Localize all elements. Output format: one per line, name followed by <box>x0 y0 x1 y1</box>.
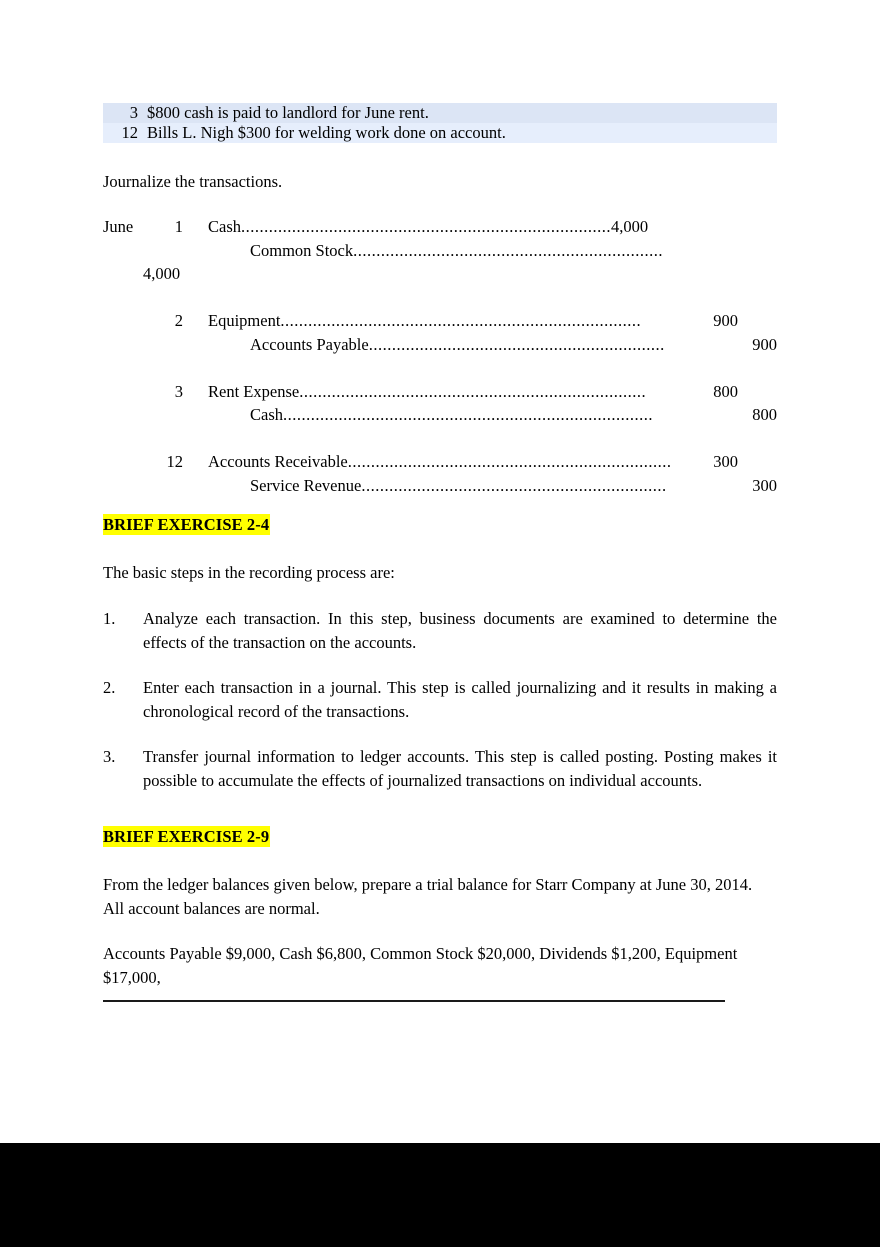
journal-entries <box>103 215 777 497</box>
transaction-description: Bills L. Nigh $300 for welding work done on account. <box>147 123 506 142</box>
transaction-description: $800 cash is paid to landlord for June rent. <box>147 103 429 122</box>
credit-account-name: Service Revenue <box>250 475 362 495</box>
transaction-row <box>103 123 777 143</box>
journal-debit-amount: 900 <box>713 311 738 330</box>
dot-leader: ...................................................................... <box>347 452 672 471</box>
journal-debit-account <box>208 215 648 239</box>
journal-entry-credit-line <box>103 333 777 357</box>
debit-account-name: Equipment <box>208 311 281 330</box>
list-item-text: Transfer journal information to ledger accounts. This step is called posting. Posting makes it possible to accumulate the effects of journalized transactions on individual accounts. <box>143 747 777 790</box>
dot-leader: .............................................................................. <box>280 311 642 330</box>
transaction-day: 3 <box>129 103 138 122</box>
dot-leader: ................................................................................ <box>283 405 653 424</box>
journal-debit-amount: 300 <box>713 452 738 471</box>
journal-entry-credit-line <box>103 403 777 427</box>
list-item-text: Analyze each transaction. In this step, business documents are examined to determine the effects of the transaction on the accounts. <box>143 609 777 652</box>
list-item-marker: 2. <box>103 678 116 697</box>
list-item <box>103 676 777 723</box>
bottom-black-band <box>0 1143 880 1247</box>
debit-account-name: Cash <box>208 217 241 236</box>
journal-entry-debit-line <box>103 450 777 474</box>
list-item-marker: 1. <box>103 609 116 628</box>
journal-credit-account <box>250 239 663 263</box>
exercise-heading-2-4 <box>103 514 270 535</box>
list-item <box>103 607 777 654</box>
journal-day: 3 <box>174 381 183 401</box>
exercise-heading-2-4-label: BRIEF EXERCISE 2-4 <box>103 515 270 534</box>
horizontal-divider <box>103 1000 725 1002</box>
journal-day: 2 <box>174 311 183 330</box>
journal-credit-amount: 900 <box>752 334 777 354</box>
journal-credit-amount: 4,000 <box>143 264 181 283</box>
list-item <box>103 745 777 792</box>
journal-debit-amount: 800 <box>713 381 738 401</box>
journal-entry-debit-line <box>103 380 777 404</box>
debit-account-name: Rent Expense <box>208 381 300 401</box>
journalize-instruction: Journalize the transactions. <box>103 172 283 191</box>
recording-process-steps <box>103 607 777 792</box>
credit-account-name: Accounts Payable <box>250 334 369 354</box>
dot-leader: .................................................................. <box>361 475 667 495</box>
journal-credit-amount: 800 <box>752 405 777 424</box>
exercise-2-9-prompt: From the ledger balances given below, prepare a trial balance for Starr Company at June 30, 2014. All account balances are normal. <box>103 875 753 918</box>
journal-spacer <box>103 356 777 380</box>
journal-month-label: June <box>103 217 134 236</box>
transactions-shaded-block <box>103 103 777 143</box>
journal-spacer <box>103 286 777 310</box>
exercise-heading-2-9-label: BRIEF EXERCISE 2-9 <box>103 827 270 846</box>
dot-leader: ................................................................ <box>368 334 665 354</box>
journal-entry-debit-line <box>103 309 777 333</box>
journal-entry-credit-line <box>103 239 777 263</box>
ledger-balances-line: Accounts Payable $9,000, Cash $6,800, Common Stock $20,000, Dividends $1,200, Equipment $17,000, <box>103 944 738 987</box>
exercise-heading-2-9 <box>103 826 270 847</box>
journal-entry-debit-line <box>103 215 777 239</box>
list-item-marker: 3. <box>103 747 116 766</box>
credit-account-name: Common Stock <box>250 240 354 260</box>
journal-debit-amount: 4,000 <box>611 217 649 236</box>
journal-entry-credit-amount-wrap <box>103 262 777 286</box>
dot-leader: ................................................................................ <box>241 217 611 236</box>
list-item-text: Enter each transaction in a journal. This step is called journalizing and it results in making a chronological record of the transactions. <box>143 678 777 721</box>
journal-day: 12 <box>166 452 183 471</box>
transaction-day: 12 <box>121 123 138 142</box>
debit-account-name: Accounts Receivable <box>208 452 348 471</box>
transaction-row <box>103 103 777 123</box>
dot-leader: ........................................................................... <box>299 381 647 401</box>
dot-leader: ................................................................... <box>353 240 664 260</box>
journal-day: 1 <box>174 217 183 236</box>
journal-entry-credit-line <box>103 474 777 498</box>
journal-spacer <box>103 427 777 451</box>
journal-credit-amount: 300 <box>752 475 777 495</box>
credit-account-name: Cash <box>250 405 283 424</box>
exercise-2-4-intro: The basic steps in the recording process are: <box>103 563 395 582</box>
